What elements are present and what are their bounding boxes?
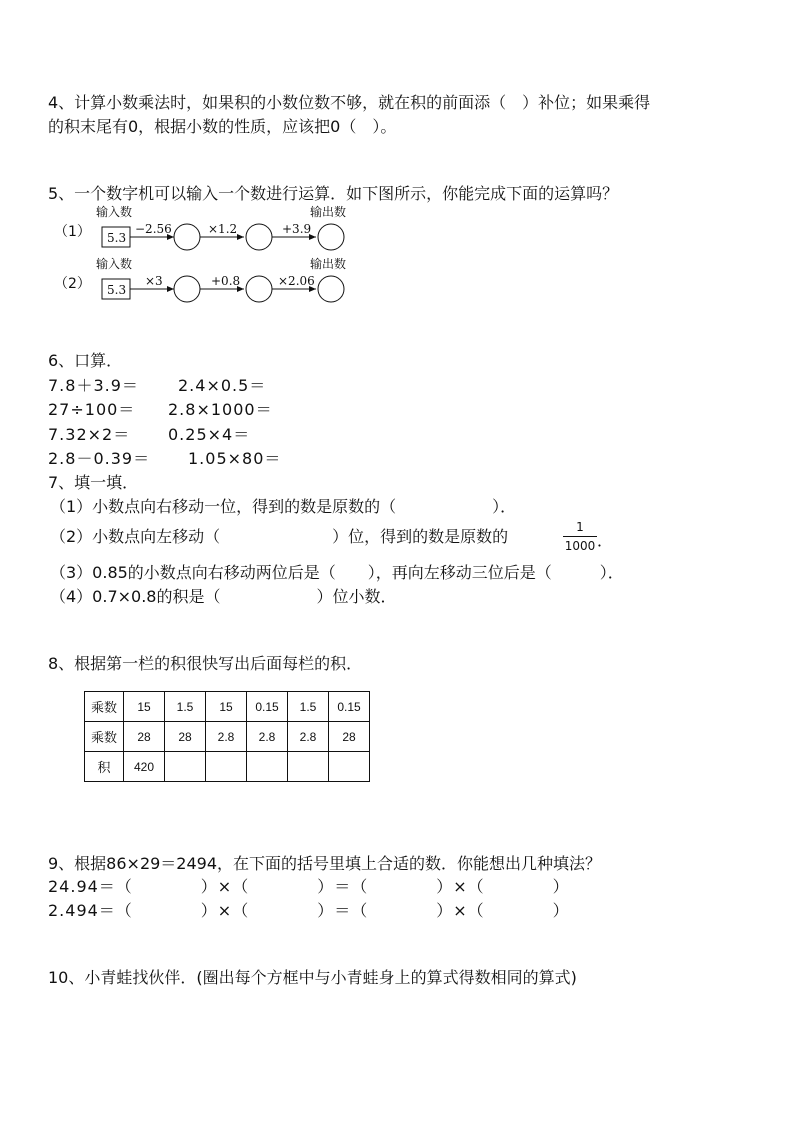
q8-title: 8、根据第一栏的积很快写出后面每栏的积． — [48, 654, 363, 673]
q7-item3: （3）0.85的小数点向右移动两位后是（ ），再向左移动三位后是（ ）． — [50, 563, 624, 582]
q6-expr-4a: 2.8－0.39＝ — [48, 449, 151, 468]
q6-expr-1b: 2.4×0.5＝ — [178, 376, 267, 395]
answer-cell[interactable] — [329, 752, 370, 782]
table-cell: 2.8 — [247, 722, 288, 752]
q7-fraction — [563, 520, 597, 553]
row1-output-circle — [318, 224, 344, 250]
table-header: 乘数 — [85, 692, 124, 722]
q6-expr-2b: 2.8×1000＝ — [168, 400, 273, 419]
row2-output-circle — [318, 276, 344, 302]
row2-output-label: 输出数 — [310, 257, 347, 271]
row2-op1: ×3 — [145, 274, 163, 288]
fraction-numerator: 1 — [576, 520, 584, 534]
row1-op1: −2.56 — [135, 222, 172, 236]
q4-line2: 的积末尾有0，根据小数的性质，应该把0（ ）。 — [48, 117, 397, 136]
product-table — [84, 691, 370, 782]
q9-line2: 2.494＝（ ）×（ ）＝（ ）×（ ） — [48, 901, 570, 920]
row1-circle1 — [174, 224, 200, 250]
q6-title: 6、口算． — [48, 351, 123, 370]
row2-op3: ×2.06 — [278, 274, 315, 288]
row2-circle2 — [246, 276, 272, 302]
answer-cell[interactable] — [206, 752, 247, 782]
table-cell: 28 — [329, 722, 370, 752]
row1-op2: ×1.2 — [208, 222, 238, 236]
row1-start: 5.3 — [107, 231, 127, 245]
q7-title: 7、填一填． — [48, 473, 139, 492]
row2-input-label: 输入数 — [96, 257, 133, 271]
q6-expr-3b: 0.25×4＝ — [168, 425, 251, 444]
table-cell: 1.5 — [165, 692, 206, 722]
q7-item1: （1）小数点向右移动一位，得到的数是原数的（ ）． — [50, 497, 517, 516]
answer-cell[interactable] — [165, 752, 206, 782]
row2-op2: +0.8 — [211, 274, 241, 288]
row1-op3: +3.9 — [282, 222, 312, 236]
table-cell: 0.15 — [329, 692, 370, 722]
table-row — [85, 722, 370, 752]
q4-line1: 4、计算小数乘法时，如果积的小数位数不够，就在积的前面添（ ）补位；如果乘得 — [48, 93, 651, 112]
q6-expr-4b: 1.05×80＝ — [188, 449, 282, 468]
table-header: 积 — [85, 752, 124, 782]
row2-start: 5.3 — [107, 283, 127, 297]
table-cell: 2.8 — [288, 722, 329, 752]
table-row — [85, 752, 370, 782]
row2-circle1 — [174, 276, 200, 302]
q7-item2: （2）小数点向左移动（ ）位，得到的数是原数的 — [50, 527, 509, 546]
q6-expr-1a: 7.8＋3.9＝ — [48, 376, 139, 395]
table-cell: 420 — [124, 752, 165, 782]
answer-cell[interactable] — [247, 752, 288, 782]
q7-item2-end: ． — [597, 531, 614, 550]
q9-line1: 24.94＝（ ）×（ ）＝（ ）×（ ） — [48, 877, 570, 896]
fraction-denominator: 1000 — [564, 539, 596, 553]
table-cell: 0.15 — [247, 692, 288, 722]
q10-title: 10、小青蛙找伙伴．(圈出每个方框中与小青蛙身上的算式得数相同的算式) — [48, 968, 577, 987]
row1-label: （1） — [54, 224, 91, 240]
q6-expr-3a: 7.32×2＝ — [48, 425, 131, 444]
table-header: 乘数 — [85, 722, 124, 752]
row1-output-label: 输出数 — [310, 205, 347, 219]
table-row — [85, 692, 370, 722]
table-cell: 15 — [124, 692, 165, 722]
table-cell: 28 — [124, 722, 165, 752]
number-machine-diagram — [48, 202, 388, 312]
q6-expr-2a: 27÷100＝ — [48, 400, 136, 419]
table-cell: 1.5 — [288, 692, 329, 722]
q7-item4: （4）0.7×0.8的积是（ ）位小数． — [50, 587, 397, 606]
row1-input-label: 输入数 — [96, 205, 133, 219]
row1-circle2 — [246, 224, 272, 250]
table-cell: 15 — [206, 692, 247, 722]
table-cell: 2.8 — [206, 722, 247, 752]
q9-title: 9、根据86×29＝2494，在下面的括号里填上合适的数．你能想出几种填法？ — [48, 854, 602, 873]
table-cell: 28 — [165, 722, 206, 752]
row2-label: （2） — [54, 276, 91, 292]
answer-cell[interactable] — [288, 752, 329, 782]
q5-title: 5、一个数字机可以输入一个数进行运算．如下图所示，你能完成下面的运算吗？ — [48, 184, 619, 203]
